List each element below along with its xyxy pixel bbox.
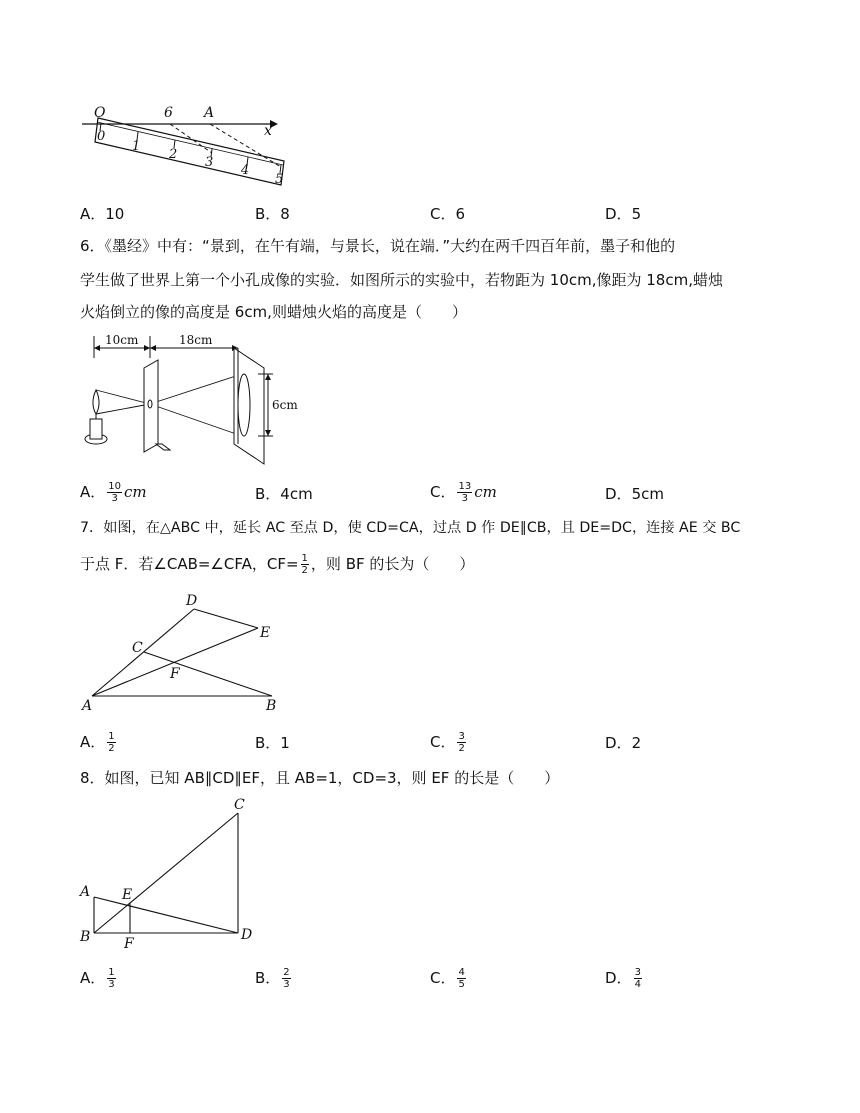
fraction: $\frac{13}{3}$ <box>458 481 472 504</box>
tick-label: 2 <box>169 147 178 162</box>
ruler-inner-edge <box>97 122 283 165</box>
triangle-figure <box>78 590 288 715</box>
point-a-label: A <box>80 884 91 900</box>
option-d: D．5cm <box>605 485 664 503</box>
tick-label: 5 <box>275 172 284 187</box>
option-c: C．6 <box>430 205 466 223</box>
point-e-label: E <box>260 625 271 641</box>
option-a: A．10 <box>80 205 125 223</box>
option-b: B．8 <box>255 205 290 223</box>
segment-ad <box>92 609 194 696</box>
tick-label: 0 <box>97 129 106 144</box>
option-b: B．4cm <box>255 485 313 503</box>
option-d: D．2 <box>605 734 642 752</box>
segment-ae <box>92 628 258 696</box>
label-a: A <box>204 105 215 121</box>
option-c: C． $\frac{3}{2}$ <box>430 731 465 754</box>
fraction: $\frac{10}{3}$ <box>108 481 121 504</box>
label-o: O <box>94 105 106 121</box>
fraction: $\frac{1}{2}$ <box>301 553 308 576</box>
pinhole-board <box>144 360 158 452</box>
point-b-label: B <box>80 929 91 945</box>
fraction: $\frac{4}{5}$ <box>458 967 465 990</box>
candle <box>90 419 102 439</box>
point-b-label: B <box>266 698 277 714</box>
option-d: D． $\frac{3}{4}$ <box>605 967 641 990</box>
option-c: C． $\frac{13}{3}$ cm <box>430 481 497 504</box>
segment-de <box>194 609 258 628</box>
question-6-line-1: 6．《墨经》中有：“景到，在午有端，与景长，说在端．”大约在两千四百年前，墨子和他的 <box>80 237 676 255</box>
point-f-label: F <box>170 666 180 682</box>
segment-cb <box>144 652 272 696</box>
tick-label: 3 <box>205 155 214 170</box>
option-a: A． $\frac{10}{3}$ cm <box>80 481 147 504</box>
question-6-line-3: 火焰倒立的像的高度是 6cm,则蜡烛火焰的高度是（ ） <box>80 303 467 321</box>
option-b: B．1 <box>255 734 290 752</box>
option-a: A． $\frac{1}{3}$ <box>80 967 115 990</box>
label-10cm: 10cm <box>105 333 139 347</box>
point-a-label: A <box>82 698 93 714</box>
option-b: B． $\frac{2}{3}$ <box>255 967 290 990</box>
option-a: A． $\frac{1}{2}$ <box>80 731 115 754</box>
label-6cm: 6cm <box>272 398 298 412</box>
tick-label: 1 <box>132 139 141 154</box>
fraction: $\frac{1}{3}$ <box>108 967 115 990</box>
candle-flame <box>93 390 99 414</box>
question-7-line-1: 7．如图，在△ABC 中，延长 AC 至点 D，使 CD=CA，过点 D 作 DE∥CB，且 DE=DC，连接 AE 交 BC <box>80 520 741 536</box>
question-7-line-2: 于点 F．若∠CAB=∠CFA，CF= $\frac{1}{2}$ ，则 BF 的长为（ ） <box>80 553 475 576</box>
question-8-line-1: 8．如图，已知 AB∥CD∥EF，且 AB=1，CD=3，则 EF 的长是（ ） <box>80 769 560 787</box>
fraction: $\frac{2}{3}$ <box>283 967 290 990</box>
fraction: $\frac{3}{4}$ <box>634 967 641 990</box>
label-x: x <box>264 123 272 139</box>
point-e-label: E <box>122 887 133 903</box>
point-c-label: C <box>132 640 143 656</box>
label-6: 6 <box>164 105 173 121</box>
fraction: $\frac{1}{2}$ <box>108 731 115 754</box>
parallel-lines-figure <box>76 795 266 955</box>
question-6-line-2: 学生做了世界上第一个小孔成像的实验．如图所示的实验中，若物距为 10cm,像距为 18cm,蜡烛 <box>80 271 723 289</box>
tick-label: 4 <box>241 163 250 178</box>
option-d: D．5 <box>605 205 642 223</box>
label-18cm: 18cm <box>179 333 213 347</box>
point-d-label: D <box>186 593 198 609</box>
pinhole-figure <box>78 332 308 467</box>
point-f-label: F <box>124 936 134 952</box>
ruler-figure <box>78 100 308 192</box>
point-c-label: C <box>234 797 245 813</box>
fraction: $\frac{3}{2}$ <box>458 731 465 754</box>
point-d-label: D <box>241 927 253 943</box>
option-c: C． $\frac{4}{5}$ <box>430 967 465 990</box>
